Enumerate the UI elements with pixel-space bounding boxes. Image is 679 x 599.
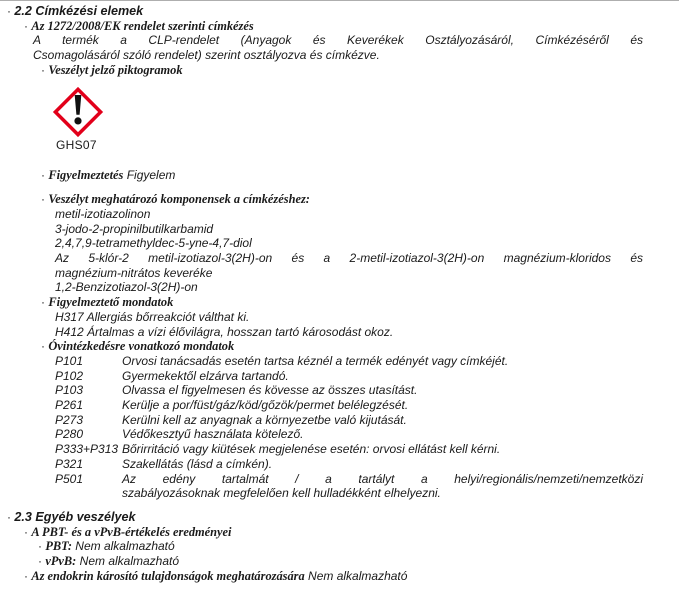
hazard-statements-heading (0, 295, 679, 310)
bullet-dot: · (41, 62, 45, 77)
labelling-regulation-label: Az 1272/2008/EK rendelet szerinti címkézés (31, 18, 254, 33)
bullet-dot: · (7, 4, 11, 18)
signal-word-row (0, 168, 679, 183)
section-2-2-heading (0, 4, 679, 19)
bullet-dot: · (38, 554, 42, 569)
labelling-regulation-heading (0, 19, 679, 34)
p-statement-row (0, 442, 679, 457)
p-statement-text: Kerülje a por/füst/gáz/köd/gőzök/permet belélegzését. (122, 398, 409, 413)
component-row: 3-jodo-2-propinilbutilkarbamid (55, 221, 214, 236)
vpvb-label: vPvB: (45, 554, 77, 569)
p-statement-code: P333+P313 (55, 442, 119, 457)
pbt-label: PBT: (45, 539, 72, 554)
h-statement-text: Ártalmas a vízi élővilágra, hosszan tartó károsodást okoz. (87, 324, 394, 339)
h-statement-row (0, 310, 679, 325)
clp-paragraph-line2: Csomagolásáról szóló rendelet) szerint osztályozva és címkézve. (33, 48, 380, 63)
ghs07-pictogram-icon (52, 86, 104, 138)
component-mixture-line1: Az 5-klór-2 metil-izotiazol-3(2H)-on és a 2-metil-izotiazol-3(2H)-on magnézium-kloridos és (55, 251, 643, 266)
p-statement-row (0, 457, 679, 472)
p-statement-text: Gyermekektől elzárva tartandó. (122, 368, 289, 383)
p-statement-row-p501 (0, 472, 679, 501)
pbt-row (0, 539, 679, 554)
labelling-components-label: Veszélyt meghatározó komponensek a címkézéshez: (48, 192, 310, 207)
bullet-dot: · (41, 295, 45, 310)
hazard-statements-label: Figyelmeztető mondatok (48, 295, 174, 310)
p-statement-row (0, 427, 679, 442)
hazard-pictograms-heading (0, 63, 679, 78)
p-statement-text: Kerülni kell az anyagnak a környezetbe való kijutását. (122, 412, 407, 427)
vpvb-value: Nem alkalmazható (79, 554, 180, 569)
p-statement-code: P321 (55, 456, 84, 471)
bullet-dot: · (24, 18, 28, 33)
p501-line2: szabályozásoknak megfelelően kell hulladékként elhelyezni. (122, 486, 441, 501)
p-statement-code: P280 (55, 427, 84, 442)
p-statement-row (0, 354, 679, 369)
pbt-vpvb-heading (0, 525, 679, 540)
p-statement-row (0, 369, 679, 384)
vpvb-row (0, 554, 679, 569)
component-mixture-line2: magnézium-nitrátos keveréke (55, 265, 213, 280)
p-statement-text: Bőrirritáció vagy kiütések megjelenése esetén: orvosi ellátást kell kérni. (122, 442, 501, 457)
ghs07-pictogram (52, 86, 116, 152)
h-statement-text: Allergiás bőrreakciót válthat ki. (86, 309, 250, 324)
clp-classification-paragraph (0, 33, 679, 62)
labelling-components-heading (0, 192, 679, 207)
h-statement-code: H317 (55, 309, 84, 324)
p-statement-code: P261 (55, 398, 84, 413)
ghs07-label: GHS07 (56, 137, 97, 152)
p501-line1: Az edény tartalmát / a tartályt a helyi/regionális/nemzeti/nemzetközi (122, 471, 643, 486)
bullet-dot: · (41, 339, 45, 354)
bullet-dot: · (24, 568, 28, 583)
endocrine-value: Nem alkalmazható (308, 568, 408, 583)
precautionary-statements-heading (0, 339, 679, 354)
p-statement-row (0, 383, 679, 398)
precautionary-statements-label: Óvintézkedésre vonatkozó mondatok (48, 339, 235, 354)
bullet-dot: · (7, 509, 11, 524)
h-statement-code: H412 (55, 324, 84, 339)
section-2-3-title: 2.3 Egyéb veszélyek (14, 509, 136, 524)
p-statement-text: Szakellátás (lásd a címkén). (122, 456, 273, 471)
endocrine-row (0, 569, 679, 584)
clp-paragraph-line1: A termék a CLP-rendelet (Anyagok és Keverékek Osztályozásáról, Címkézéséről és (33, 33, 643, 48)
p-statement-code: P101 (55, 353, 84, 368)
p-statement-row (0, 413, 679, 428)
component-row: 2,4,7,9-tetramethyldec-5-yne-4,7-diol (55, 236, 252, 251)
p-statement-code: P273 (55, 412, 84, 427)
p-statement-code: P501 (55, 471, 84, 486)
component-row: 1,2-Benzizotiazol-3(2H)-on (55, 280, 198, 295)
signal-word-heading: Figyelmeztetés (48, 167, 124, 182)
p-statement-text: Olvassa el figyelmesen és kövesse az összes utasítást. (122, 383, 418, 398)
bullet-dot: · (24, 524, 28, 539)
p-statement-text: Orvosi tanácsadás esetén tartsa kéznél a termék edényét vagy címkéjét. (122, 353, 509, 368)
bullet-dot: · (41, 167, 45, 182)
component-row: metil-izotiazolinon (55, 206, 151, 221)
h-statement-row (0, 325, 679, 340)
p-statement-text (122, 472, 643, 501)
p-statement-text: Védőkesztyű használata kötelező. (122, 427, 304, 442)
hazard-pictograms-label: Veszélyt jelző piktogramok (48, 62, 183, 77)
pbt-value: Nem alkalmazható (75, 539, 175, 554)
endocrine-label: Az endokrin károsító tulajdonságok meghatározására (31, 568, 305, 583)
bullet-dot: · (38, 539, 42, 554)
pbt-vpvb-label: A PBT- és a vPvB-értékelés eredményei (31, 524, 232, 539)
p-statement-code: P103 (55, 383, 84, 398)
p-statement-code: P102 (55, 368, 84, 383)
section-2-2-title: 2.2 Címkézési elemek (14, 4, 144, 18)
bullet-dot: · (41, 192, 45, 207)
signal-word-value: Figyelem (126, 167, 176, 182)
exclamation-dot-icon (74, 117, 81, 124)
section-2-3-heading (0, 510, 679, 525)
component-mixture-row (0, 251, 679, 280)
p-statement-row (0, 398, 679, 413)
